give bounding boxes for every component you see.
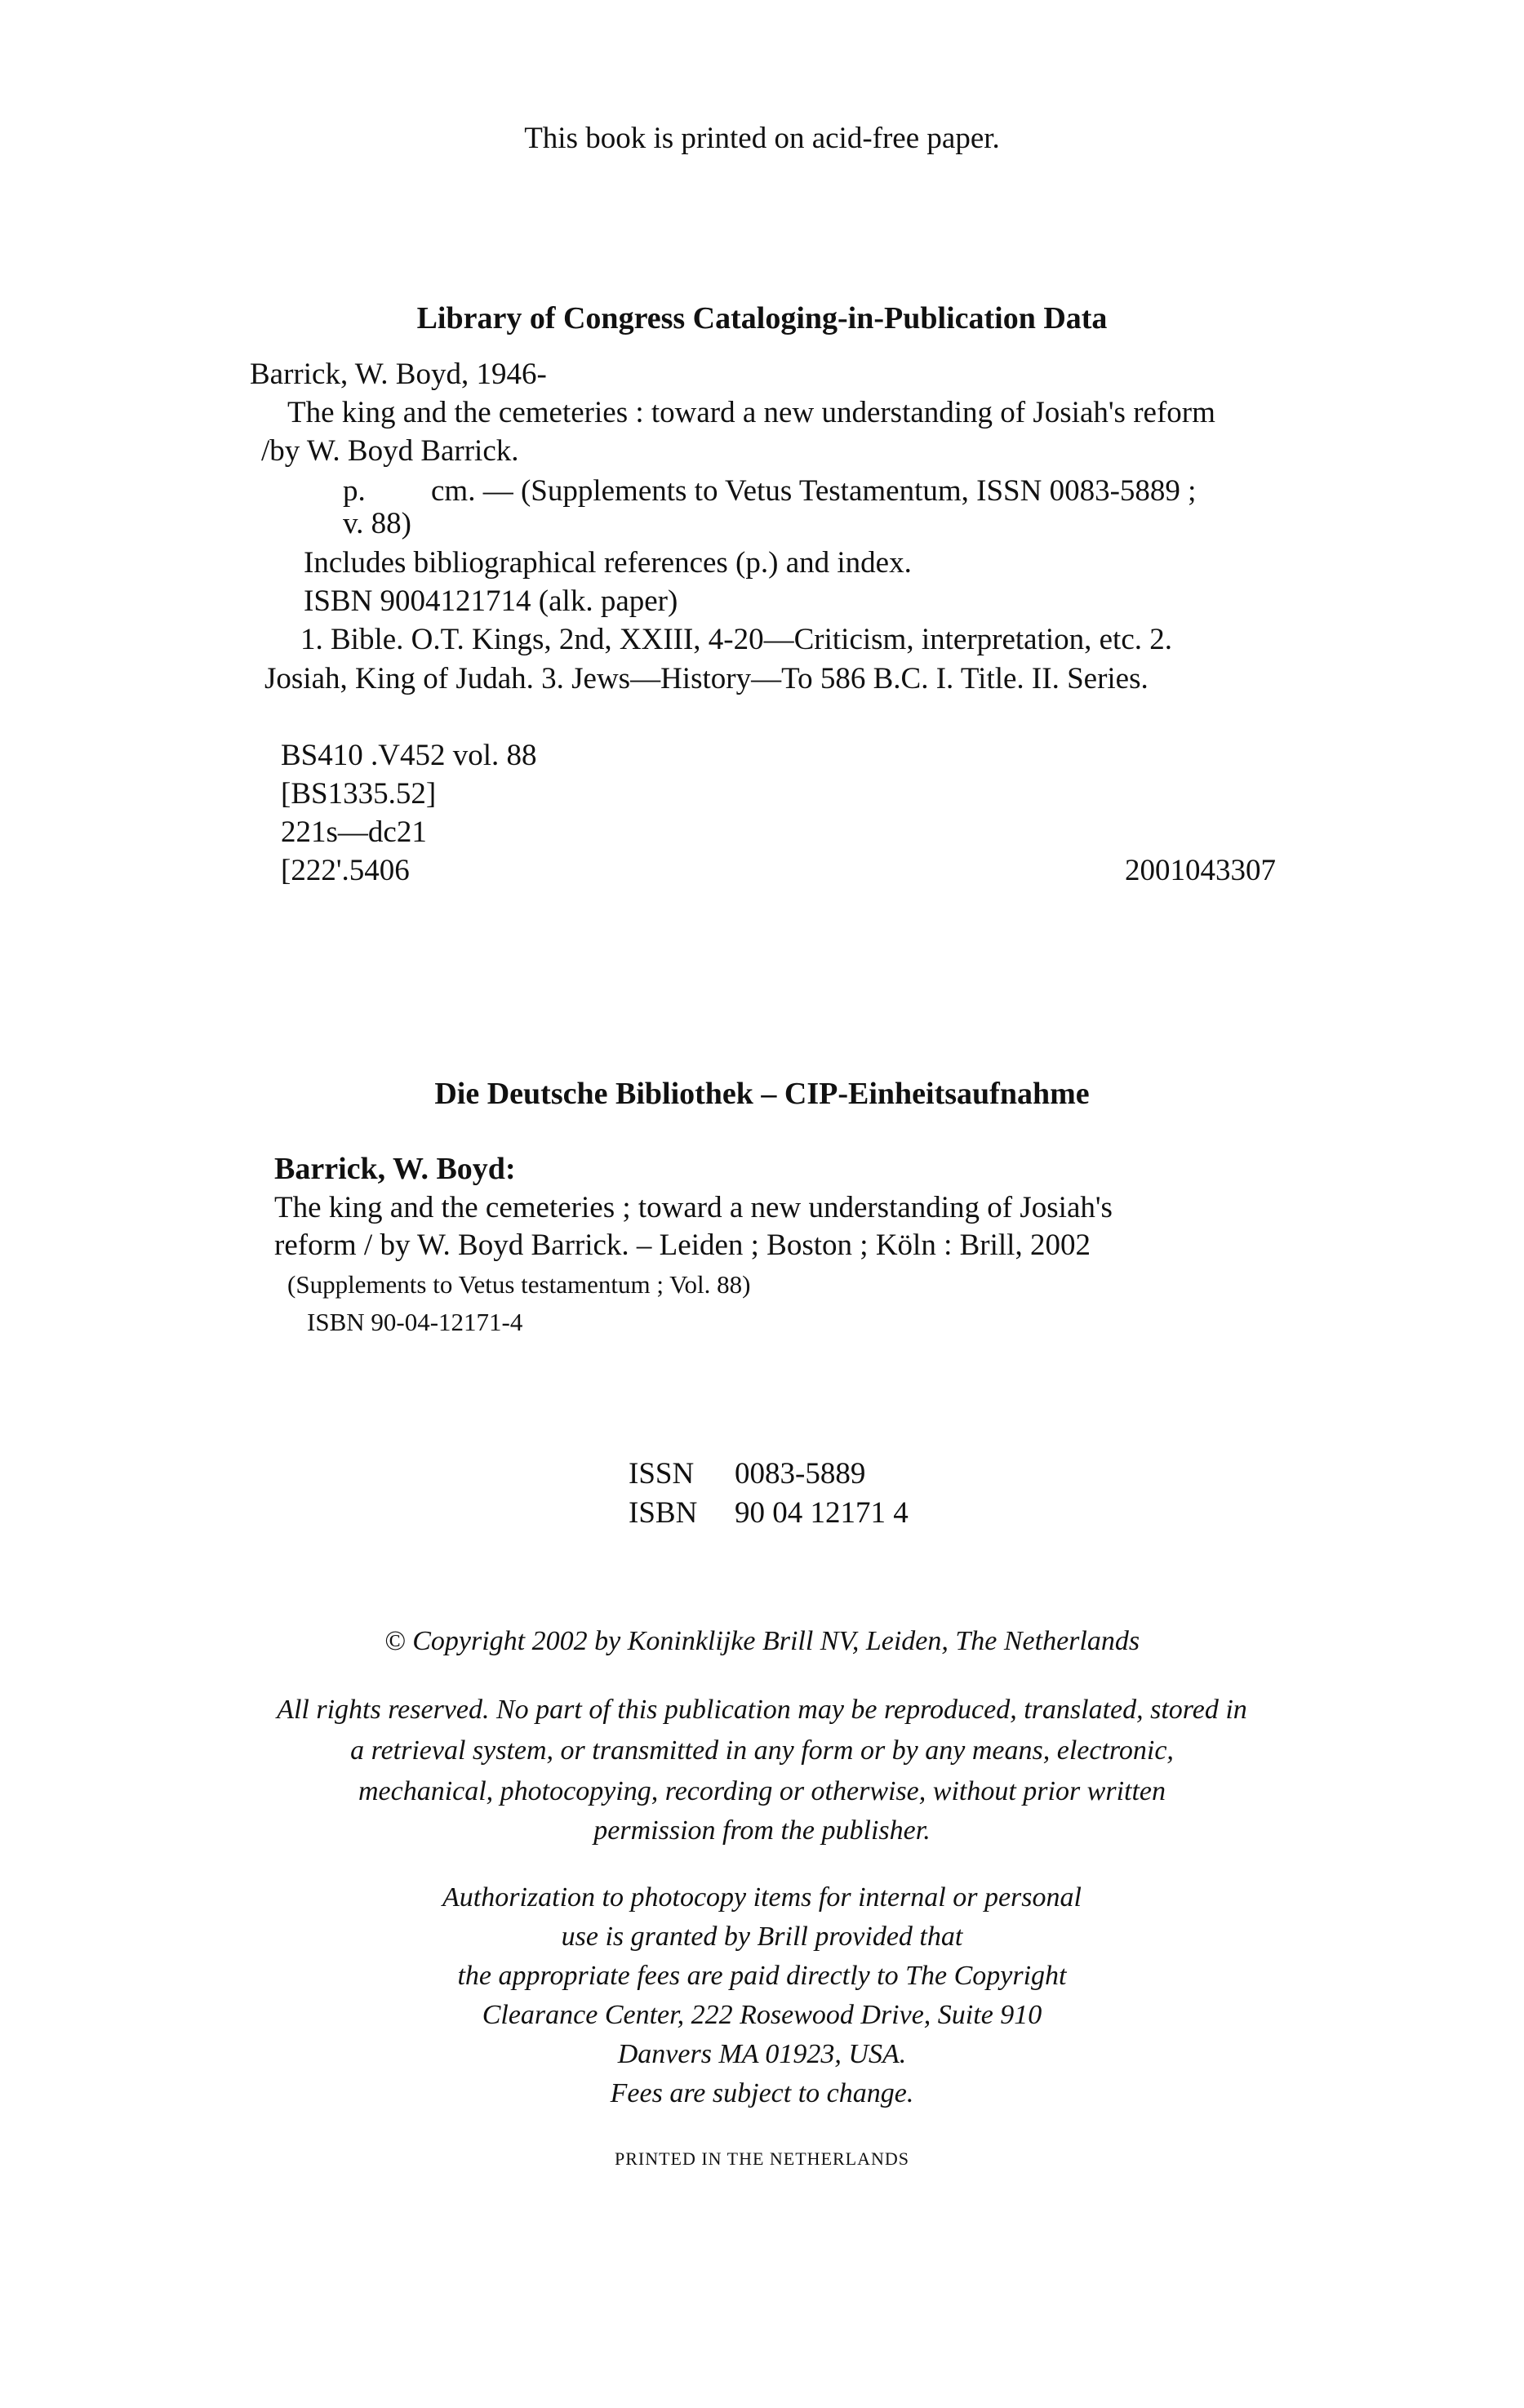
loc-call-number-1: BS410 .V452 vol. 88 <box>281 739 537 772</box>
dnb-author: Barrick, W. Boyd: <box>274 1152 516 1186</box>
dnb-series: (Supplements to Vetus testamentum ; Vol. 88) <box>287 1270 751 1299</box>
issn-label: ISSN <box>629 1457 695 1491</box>
authorization-line-3: the appropriate fees are paid directly to The Copyright <box>457 1961 1067 1991</box>
dnb-heading: Die Deutsche Bibliothek – CIP-Einheitsaufnahme <box>434 1077 1090 1111</box>
isbn-value: 90 04 12171 4 <box>735 1496 909 1530</box>
acid-free-note: This book is printed on acid-free paper. <box>524 122 1000 155</box>
isbn-label: ISBN <box>629 1496 698 1530</box>
dnb-isbn: ISBN 90-04-12171-4 <box>307 1308 523 1336</box>
loc-call-number-4: [222'.5406 <box>281 854 410 887</box>
rights-line-4: permission from the publisher. <box>593 1815 931 1846</box>
rights-line-3: mechanical, photocopying, recording or otherwise, without prior written <box>358 1776 1166 1806</box>
authorization-line-5: Danvers MA 01923, USA. <box>617 2039 907 2069</box>
rights-line-2: a retrieval system, or transmitted in any form or by any means, electronic, <box>350 1735 1174 1766</box>
loc-title-line1: The king and the cemeteries : toward a new understanding of Josiah's reform <box>287 396 1215 429</box>
dnb-title-line1: The king and the cemeteries ; toward a new understanding of Josiah's <box>274 1191 1113 1224</box>
dnb-title-line2: reform / by W. Boyd Barrick. – Leiden ; Boston ; Köln : Brill, 2002 <box>274 1228 1091 1262</box>
loc-lccn: 2001043307 <box>1125 854 1276 887</box>
authorization-line-6: Fees are subject to change. <box>610 2078 914 2108</box>
rights-line-1: All rights reserved. No part of this publication may be reproduced, translated, stored in <box>277 1695 1247 1725</box>
loc-call-number-2: [BS1335.52] <box>281 777 437 811</box>
loc-subjects-line2: Josiah, King of Judah. 3. Jews—History—To 586 B.C. I. Title. II. Series. <box>264 662 1149 695</box>
authorization-line-4: Clearance Center, 222 Rosewood Drive, Suite 910 <box>482 2000 1042 2030</box>
loc-series-line2: v. 88) <box>343 507 411 540</box>
loc-includes: Includes bibliographical references (p.) and index. <box>304 546 912 580</box>
loc-subjects-line1: 1. Bible. O.T. Kings, 2nd, XXIII, 4-20—Criticism, interpretation, etc. 2. <box>300 623 1173 656</box>
authorization-line-2: use is granted by Brill provided that <box>561 1922 963 1952</box>
loc-heading: Library of Congress Cataloging-in-Publication Data <box>416 301 1108 335</box>
loc-author: Barrick, W. Boyd, 1946- <box>250 358 547 391</box>
loc-title-line2: /by W. Boyd Barrick. <box>261 434 519 468</box>
copyright-line: © Copyright 2002 by Koninklijke Brill NV, Leiden, The Netherlands <box>384 1626 1140 1656</box>
loc-series-p: p. <box>343 474 366 508</box>
authorization-line-1: Authorization to photocopy items for internal or personal <box>442 1882 1082 1913</box>
loc-call-number-3: 221s—dc21 <box>281 815 427 849</box>
loc-isbn: ISBN 9004121714 (alk. paper) <box>304 584 678 618</box>
loc-series-cm: cm. — (Supplements to Vetus Testamentum, ISSN 0083-5889 ; <box>431 474 1197 508</box>
printed-in-note: PRINTED IN THE NETHERLANDS <box>614 2148 910 2169</box>
issn-value: 0083-5889 <box>735 1457 866 1491</box>
